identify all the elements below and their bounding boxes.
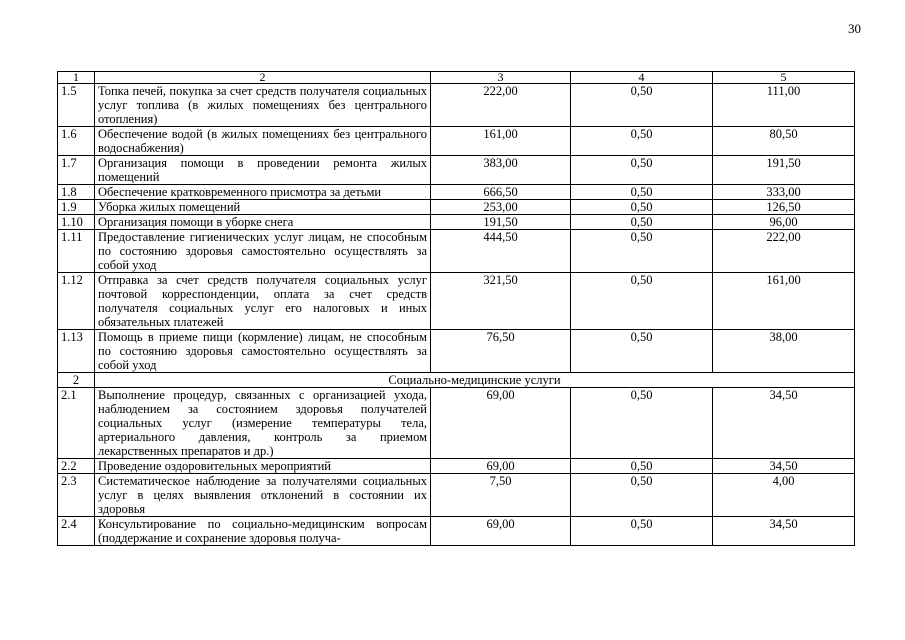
row-number: 1.7 bbox=[58, 156, 95, 185]
col3-value: 161,00 bbox=[431, 127, 571, 156]
table-header-row bbox=[58, 72, 855, 84]
col3-value: 69,00 bbox=[431, 517, 571, 546]
col5-value: 333,00 bbox=[713, 185, 855, 200]
service-name: Организация помощи в уборке снега bbox=[95, 215, 431, 230]
service-name: Организация помощи в проведении ремонта жилых помещений bbox=[95, 156, 431, 185]
row-number: 1.11 bbox=[58, 230, 95, 273]
col3-value: 253,00 bbox=[431, 200, 571, 215]
table-row bbox=[58, 388, 855, 459]
col4-value: 0,50 bbox=[571, 185, 713, 200]
col3-value: 76,50 bbox=[431, 330, 571, 373]
col5-value: 34,50 bbox=[713, 517, 855, 546]
col5-value: 222,00 bbox=[713, 230, 855, 273]
col4-value: 0,50 bbox=[571, 273, 713, 330]
col3-value: 191,50 bbox=[431, 215, 571, 230]
col4-value: 0,50 bbox=[571, 200, 713, 215]
col4-value: 0,50 bbox=[571, 156, 713, 185]
service-name: Уборка жилых помещений bbox=[95, 200, 431, 215]
col5-value: 34,50 bbox=[713, 388, 855, 459]
col4-value: 0,50 bbox=[571, 330, 713, 373]
col3-value: 69,00 bbox=[431, 388, 571, 459]
services-table bbox=[57, 71, 855, 546]
service-name: Консультирование по социально-медицинским вопросам (поддержание и сохранение здоровья получа- bbox=[95, 517, 431, 546]
table-row bbox=[58, 474, 855, 517]
header-cell: 4 bbox=[571, 72, 713, 84]
row-number: 1.10 bbox=[58, 215, 95, 230]
col3-value: 383,00 bbox=[431, 156, 571, 185]
col5-value: 191,50 bbox=[713, 156, 855, 185]
section-title: Социально-медицинские услуги bbox=[95, 373, 855, 388]
col5-value: 34,50 bbox=[713, 459, 855, 474]
col3-value: 321,50 bbox=[431, 273, 571, 330]
col5-value: 126,50 bbox=[713, 200, 855, 215]
row-number: 2.4 bbox=[58, 517, 95, 546]
service-name: Выполнение процедур, связанных с организацией ухода, наблюдением за состоянием здоровья получателей социальных услуг (измерение температуры тела, артериального давления, контроль за приемом лекарственных препаратов и др.) bbox=[95, 388, 431, 459]
col4-value: 0,50 bbox=[571, 474, 713, 517]
col3-value: 666,50 bbox=[431, 185, 571, 200]
col5-value: 161,00 bbox=[713, 273, 855, 330]
section-number: 2 bbox=[58, 373, 95, 388]
header-cell: 3 bbox=[431, 72, 571, 84]
row-number: 2.1 bbox=[58, 388, 95, 459]
col5-value: 111,00 bbox=[713, 84, 855, 127]
table-row bbox=[58, 517, 855, 546]
row-number: 2.3 bbox=[58, 474, 95, 517]
col5-value: 96,00 bbox=[713, 215, 855, 230]
header-cell: 5 bbox=[713, 72, 855, 84]
col4-value: 0,50 bbox=[571, 230, 713, 273]
col3-value: 444,50 bbox=[431, 230, 571, 273]
service-name: Систематическое наблюдение за получателями социальных услуг в целях выявления отклонений в состоянии их здоровья bbox=[95, 474, 431, 517]
table-row bbox=[58, 273, 855, 330]
col4-value: 0,50 bbox=[571, 388, 713, 459]
table-row bbox=[58, 230, 855, 273]
col3-value: 7,50 bbox=[431, 474, 571, 517]
header-cell: 1 bbox=[58, 72, 95, 84]
row-number: 1.12 bbox=[58, 273, 95, 330]
col5-value: 80,50 bbox=[713, 127, 855, 156]
col3-value: 69,00 bbox=[431, 459, 571, 474]
header-cell: 2 bbox=[95, 72, 431, 84]
table-row bbox=[58, 200, 855, 215]
service-name: Отправка за счет средств получателя социальных услуг почтовой корреспонденции, оплата за счет средств получателя социальных услуг его налоговых и иных обязательных платежей bbox=[95, 273, 431, 330]
col4-value: 0,50 bbox=[571, 84, 713, 127]
row-number: 1.8 bbox=[58, 185, 95, 200]
service-name: Проведение оздоровительных мероприятий bbox=[95, 459, 431, 474]
table-row bbox=[58, 156, 855, 185]
section-header-row bbox=[58, 373, 855, 388]
service-name: Предоставление гигиенических услуг лицам, не способным по состоянию здоровья самостоятельно осуществлять за собой уход bbox=[95, 230, 431, 273]
col5-value: 4,00 bbox=[713, 474, 855, 517]
col5-value: 38,00 bbox=[713, 330, 855, 373]
table-row bbox=[58, 215, 855, 230]
col4-value: 0,50 bbox=[571, 459, 713, 474]
col4-value: 0,50 bbox=[571, 127, 713, 156]
row-number: 1.9 bbox=[58, 200, 95, 215]
col3-value: 222,00 bbox=[431, 84, 571, 127]
table-row bbox=[58, 84, 855, 127]
row-number: 1.5 bbox=[58, 84, 95, 127]
page-number: 30 bbox=[848, 21, 861, 36]
service-name: Обеспечение кратковременного присмотра за детьми bbox=[95, 185, 431, 200]
col4-value: 0,50 bbox=[571, 215, 713, 230]
col4-value: 0,50 bbox=[571, 517, 713, 546]
table-row bbox=[58, 459, 855, 474]
row-number: 1.13 bbox=[58, 330, 95, 373]
table-row bbox=[58, 330, 855, 373]
table-row bbox=[58, 127, 855, 156]
service-name: Помощь в приеме пищи (кормление) лицам, не способным по состоянию здоровья самостоятельно осуществлять за собой уход bbox=[95, 330, 431, 373]
service-name: Топка печей, покупка за счет средств получателя социальных услуг топлива (в жилых помещениях без центрального отопления) bbox=[95, 84, 431, 127]
service-name: Обеспечение водой (в жилых помещениях без центрального водоснабжения) bbox=[95, 127, 431, 156]
table-row bbox=[58, 185, 855, 200]
row-number: 2.2 bbox=[58, 459, 95, 474]
row-number: 1.6 bbox=[58, 127, 95, 156]
